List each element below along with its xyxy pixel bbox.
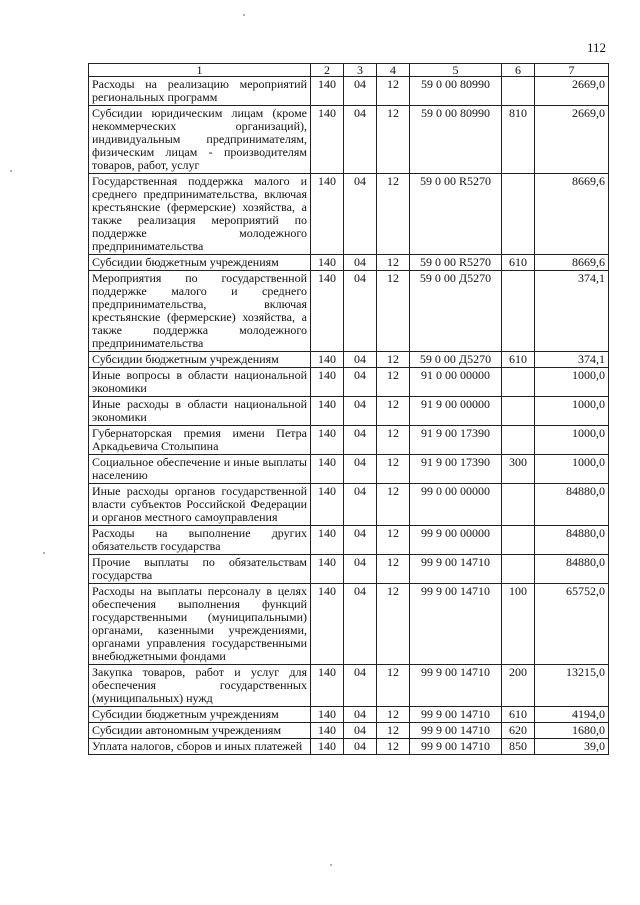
section-code-cell: 04: [344, 555, 377, 584]
subsection-code-cell: 12: [377, 352, 410, 368]
subsection-code-cell: 12: [377, 584, 410, 665]
section-code-cell: 04: [344, 368, 377, 397]
table-row: [89, 723, 609, 739]
target-article-cell: 99 9 00 14710: [410, 584, 502, 665]
subsection-code-cell: 12: [377, 397, 410, 426]
expense-name-cell: Субсидии юридическим лицам (кроме некоммерческих организаций), индивидуальным предпринимателям, физическим лицам - производителям товаров, работ, услуг: [89, 106, 311, 174]
page-number: 112: [586, 40, 606, 55]
target-article-cell: 91 0 00 00000: [410, 368, 502, 397]
table-row: [89, 352, 609, 368]
section-code-cell: 04: [344, 484, 377, 526]
expense-type-cell: [502, 397, 535, 426]
subsection-code-cell: 12: [377, 526, 410, 555]
expense-name-cell: Расходы на выплаты персоналу в целях обеспечения выполнения функций государственными (муниципальными) органами, казенными учреждениями, органами управления государственными внебюджетными фондами: [89, 584, 311, 665]
expense-type-cell: [502, 368, 535, 397]
table-row: [89, 665, 609, 707]
column-header: 4: [377, 64, 410, 77]
scan-speck: [10, 170, 12, 172]
subsection-code-cell: 12: [377, 368, 410, 397]
expense-name-cell: Иные вопросы в области национальной экономики: [89, 368, 311, 397]
target-article-cell: 91 9 00 00000: [410, 397, 502, 426]
amount-cell: 84880,0: [535, 555, 609, 584]
expense-name-cell: Субсидии бюджетным учреждениям: [89, 255, 311, 271]
expense-type-cell: [502, 174, 535, 255]
amount-cell: 2669,0: [535, 77, 609, 106]
table-row: [89, 555, 609, 584]
amount-cell: 65752,0: [535, 584, 609, 665]
section-code-cell: 04: [344, 739, 377, 755]
target-article-cell: 59 0 00 Д5270: [410, 352, 502, 368]
amount-cell: 8669,6: [535, 174, 609, 255]
expense-type-cell: 300: [502, 455, 535, 484]
expense-name-cell: Губернаторская премия имени Петра Аркадьевича Столыпина: [89, 426, 311, 455]
amount-cell: 1000,0: [535, 455, 609, 484]
expense-name-cell: Субсидии автономным учреждениям: [89, 723, 311, 739]
section-code-cell: 04: [344, 526, 377, 555]
expense-type-cell: [502, 555, 535, 584]
section-code-cell: 04: [344, 455, 377, 484]
section-code-cell: 04: [344, 352, 377, 368]
table-row: [89, 484, 609, 526]
target-article-cell: 91 9 00 17390: [410, 455, 502, 484]
amount-cell: 84880,0: [535, 526, 609, 555]
table-row: [89, 584, 609, 665]
expense-type-cell: 810: [502, 106, 535, 174]
expense-name-cell: Закупка товаров, работ и услуг для обеспечения государственных (муниципальных) нужд: [89, 665, 311, 707]
expense-type-cell: 850: [502, 739, 535, 755]
expense-name-cell: Расходы на выполнение других обязательств государства: [89, 526, 311, 555]
amount-cell: 374,1: [535, 352, 609, 368]
subsection-code-cell: 12: [377, 555, 410, 584]
target-article-cell: 59 0 00 Д5270: [410, 271, 502, 352]
scan-speck: [330, 864, 332, 866]
subsection-code-cell: 12: [377, 665, 410, 707]
amount-cell: 4194,0: [535, 707, 609, 723]
ministry-code-cell: 140: [311, 397, 344, 426]
table-row: [89, 271, 609, 352]
section-code-cell: 04: [344, 174, 377, 255]
subsection-code-cell: 12: [377, 106, 410, 174]
target-article-cell: 99 9 00 14710: [410, 665, 502, 707]
ministry-code-cell: 140: [311, 271, 344, 352]
column-header: 7: [535, 64, 609, 77]
target-article-cell: 91 9 00 17390: [410, 426, 502, 455]
scan-speck: [43, 552, 45, 554]
table-row: [89, 174, 609, 255]
expense-type-cell: 610: [502, 255, 535, 271]
subsection-code-cell: 12: [377, 739, 410, 755]
table-header-row: [89, 64, 609, 77]
expense-name-cell: Прочие выплаты по обязательствам государства: [89, 555, 311, 584]
subsection-code-cell: 12: [377, 707, 410, 723]
target-article-cell: 99 9 00 14710: [410, 739, 502, 755]
ministry-code-cell: 140: [311, 739, 344, 755]
section-code-cell: 04: [344, 255, 377, 271]
section-code-cell: 04: [344, 77, 377, 106]
expense-type-cell: 620: [502, 723, 535, 739]
amount-cell: 374,1: [535, 271, 609, 352]
column-header: 3: [344, 64, 377, 77]
amount-cell: 1000,0: [535, 397, 609, 426]
section-code-cell: 04: [344, 106, 377, 174]
column-header: 5: [410, 64, 502, 77]
amount-cell: 84880,0: [535, 484, 609, 526]
expense-name-cell: Субсидии бюджетным учреждениям: [89, 707, 311, 723]
expense-name-cell: Уплата налогов, сборов и иных платежей: [89, 739, 311, 755]
expense-type-cell: [502, 526, 535, 555]
amount-cell: 8669,6: [535, 255, 609, 271]
expense-type-cell: 610: [502, 707, 535, 723]
subsection-code-cell: 12: [377, 174, 410, 255]
subsection-code-cell: 12: [377, 77, 410, 106]
ministry-code-cell: 140: [311, 707, 344, 723]
expense-type-cell: 200: [502, 665, 535, 707]
table-row: [89, 106, 609, 174]
ministry-code-cell: 140: [311, 368, 344, 397]
subsection-code-cell: 12: [377, 271, 410, 352]
ministry-code-cell: 140: [311, 665, 344, 707]
section-code-cell: 04: [344, 584, 377, 665]
table-row: [89, 526, 609, 555]
section-code-cell: 04: [344, 397, 377, 426]
ministry-code-cell: 140: [311, 455, 344, 484]
section-code-cell: 04: [344, 665, 377, 707]
column-header: 2: [311, 64, 344, 77]
target-article-cell: 99 9 00 14710: [410, 707, 502, 723]
table-row: [89, 739, 609, 755]
target-article-cell: 59 0 00 80990: [410, 77, 502, 106]
table-row: [89, 455, 609, 484]
amount-cell: 39,0: [535, 739, 609, 755]
target-article-cell: 59 0 00 R5270: [410, 174, 502, 255]
expense-type-cell: [502, 77, 535, 106]
table-row: [89, 368, 609, 397]
expense-type-cell: [502, 484, 535, 526]
ministry-code-cell: 140: [311, 426, 344, 455]
target-article-cell: 99 9 00 14710: [410, 723, 502, 739]
budget-table: [88, 63, 609, 755]
column-header: 6: [502, 64, 535, 77]
target-article-cell: 59 0 00 80990: [410, 106, 502, 174]
subsection-code-cell: 12: [377, 484, 410, 526]
expense-type-cell: [502, 426, 535, 455]
expense-name-cell: Расходы на реализацию мероприятий региональных программ: [89, 77, 311, 106]
expense-name-cell: Мероприятия по государственной поддержке малого и среднего предпринимательства, включая крестьянские (фермерские) хозяйства, а также поддержка молодежного предпринимательства: [89, 271, 311, 352]
table-row: [89, 426, 609, 455]
subsection-code-cell: 12: [377, 455, 410, 484]
ministry-code-cell: 140: [311, 174, 344, 255]
amount-cell: 1680,0: [535, 723, 609, 739]
ministry-code-cell: 140: [311, 77, 344, 106]
subsection-code-cell: 12: [377, 255, 410, 271]
column-header: 1: [89, 64, 311, 77]
expense-name-cell: Иные расходы органов государственной власти субъектов Российской Федерации и органов местного самоуправления: [89, 484, 311, 526]
table-row: [89, 77, 609, 106]
ministry-code-cell: 140: [311, 106, 344, 174]
amount-cell: 1000,0: [535, 368, 609, 397]
target-article-cell: 99 0 00 00000: [410, 484, 502, 526]
target-article-cell: 59 0 00 R5270: [410, 255, 502, 271]
expense-name-cell: Субсидии бюджетным учреждениям: [89, 352, 311, 368]
amount-cell: 13215,0: [535, 665, 609, 707]
amount-cell: 2669,0: [535, 106, 609, 174]
amount-cell: 1000,0: [535, 426, 609, 455]
expense-name-cell: Государственная поддержка малого и среднего предпринимательства, включая крестьянские (фермерские) хозяйства, а также реализация мероприятий по поддержке молодежного предпринимательства: [89, 174, 311, 255]
section-code-cell: 04: [344, 271, 377, 352]
target-article-cell: 99 9 00 14710: [410, 555, 502, 584]
section-code-cell: 04: [344, 426, 377, 455]
scan-speck: [243, 14, 245, 16]
section-code-cell: 04: [344, 707, 377, 723]
table-body: [89, 77, 609, 755]
expense-type-cell: [502, 271, 535, 352]
table-row: [89, 397, 609, 426]
target-article-cell: 99 9 00 00000: [410, 526, 502, 555]
ministry-code-cell: 140: [311, 352, 344, 368]
expense-name-cell: Иные расходы в области национальной экономики: [89, 397, 311, 426]
ministry-code-cell: 140: [311, 255, 344, 271]
table-row: [89, 707, 609, 723]
ministry-code-cell: 140: [311, 584, 344, 665]
expense-name-cell: Социальное обеспечение и иные выплаты населению: [89, 455, 311, 484]
expense-type-cell: 610: [502, 352, 535, 368]
ministry-code-cell: 140: [311, 723, 344, 739]
ministry-code-cell: 140: [311, 526, 344, 555]
ministry-code-cell: 140: [311, 484, 344, 526]
table-row: [89, 255, 609, 271]
section-code-cell: 04: [344, 723, 377, 739]
expense-type-cell: 100: [502, 584, 535, 665]
subsection-code-cell: 12: [377, 426, 410, 455]
ministry-code-cell: 140: [311, 555, 344, 584]
subsection-code-cell: 12: [377, 723, 410, 739]
